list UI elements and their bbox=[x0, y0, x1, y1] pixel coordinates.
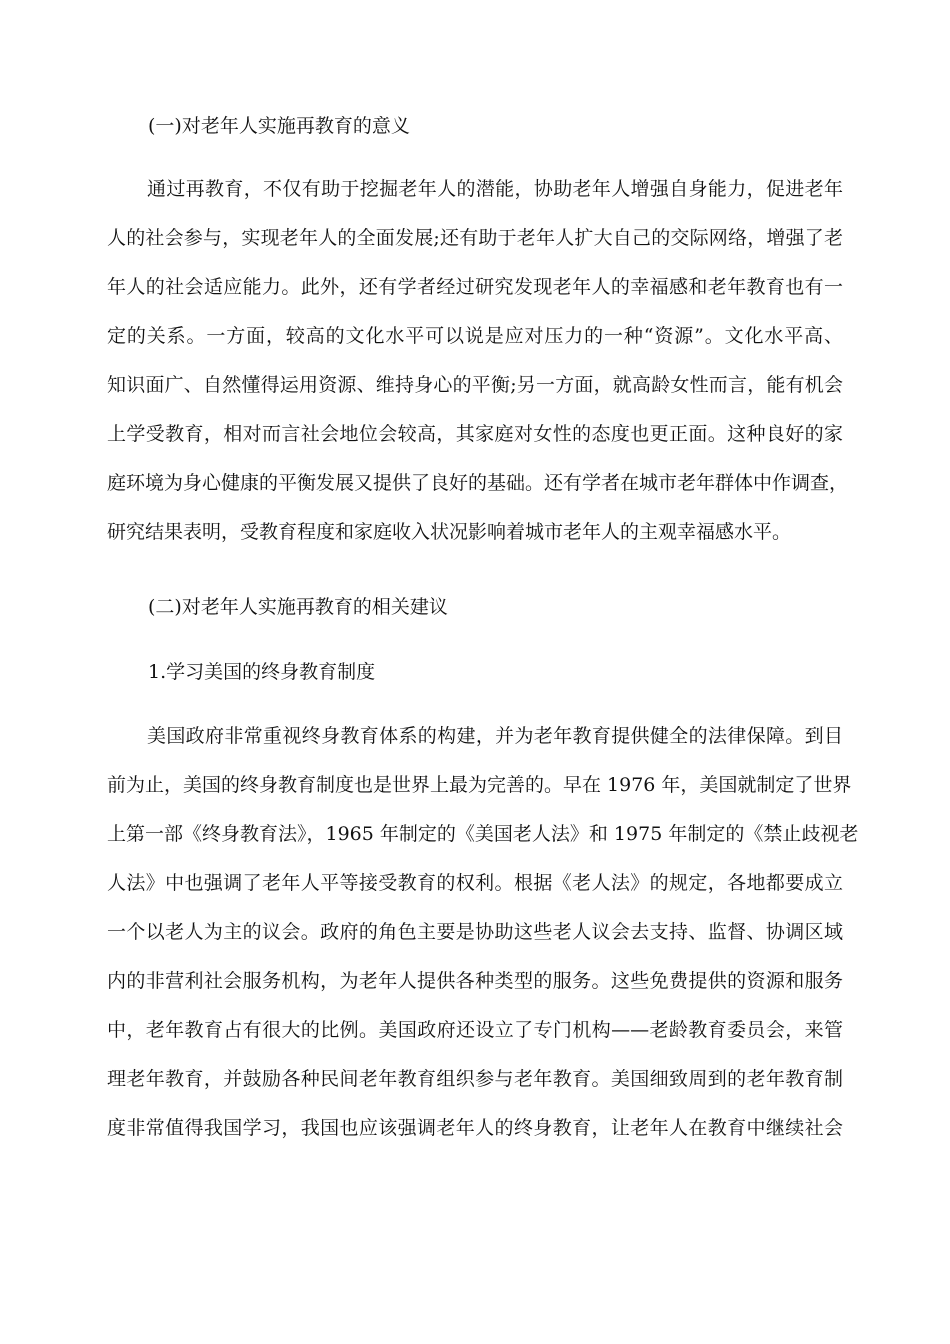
paragraph-line: 研究结果表明，受教育程度和家庭收入状况影响着城市老年人的主观幸福感水平。 bbox=[107, 521, 792, 543]
paragraph-line: 美国政府非常重视终身教育体系的构建，并为老年教育提供健全的法律保障。到目 bbox=[147, 725, 843, 747]
subsection-heading: 1.学习美国的终身教育制度 bbox=[148, 661, 376, 683]
paragraph-line: 知识面广、自然懂得运用资源、维持身心的平衡;另一方面，就高龄女性而言，能有机会 bbox=[107, 374, 843, 396]
paragraph-line: 人法》中也强调了老年人平等接受教育的权利。根据《老人法》的规定，各地都要成立 bbox=[107, 872, 843, 894]
paragraph-line: 中，老年教育占有很大的比例。美国政府还设立了专门机构——老龄教育委员会，来管 bbox=[107, 1019, 843, 1041]
paragraph-line: 上第一部《终身教育法》，1965 年制定的《美国老人法》和 1975 年制定的《禁止歧视老 bbox=[107, 823, 859, 845]
paragraph-line: 度非常值得我国学习，我国也应该强调老年人的终身教育，让老年人在教育中继续社会 bbox=[107, 1117, 843, 1139]
paragraph-line: 定的关系。一方面，较高的文化水平可以说是应对压力的一种“资源”。文化水平高、 bbox=[107, 325, 843, 347]
paragraph-line: 通过再教育，不仅有助于挖掘老年人的潜能，协助老年人增强自身能力，促进老年 bbox=[147, 178, 843, 200]
paragraph-line: 年人的社会适应能力。此外，还有学者经过研究发现老年人的幸福感和老年教育也有一 bbox=[107, 276, 843, 298]
paragraph-line: 理老年教育，并鼓励各种民间老年教育组织参与老年教育。美国细致周到的老年教育制 bbox=[107, 1068, 843, 1090]
paragraph-1 bbox=[107, 177, 849, 569]
paragraph-line: 人的社会参与，实现老年人的全面发展;还有助于老年人扩大自己的交际网络，增强了老 bbox=[107, 227, 843, 249]
section-heading-1: (一)对老年人实施再教育的意义 bbox=[148, 115, 410, 137]
paragraph-line: 庭环境为身心健康的平衡发展又提供了良好的基础。还有学者在城市老年群体中作调查， bbox=[107, 472, 849, 494]
paragraph-line: 上学受教育，相对而言社会地位会较高，其家庭对女性的态度也更正面。这种良好的家 bbox=[107, 423, 843, 445]
paragraph-line: 前为止，美国的终身教育制度也是世界上最为完善的。早在 1976 年，美国就制定了世界 bbox=[107, 774, 852, 796]
section-heading-2: (二)对老年人实施再教育的相关建议 bbox=[148, 596, 448, 618]
paragraph-line: 内的非营利社会服务机构，为老年人提供各种类型的服务。这些免费提供的资源和服务 bbox=[107, 970, 843, 992]
paragraph-2 bbox=[107, 724, 859, 1165]
paragraph-line: 一个以老人为主的议会。政府的角色主要是协助这些老人议会去支持、监督、协调区域 bbox=[107, 921, 843, 943]
